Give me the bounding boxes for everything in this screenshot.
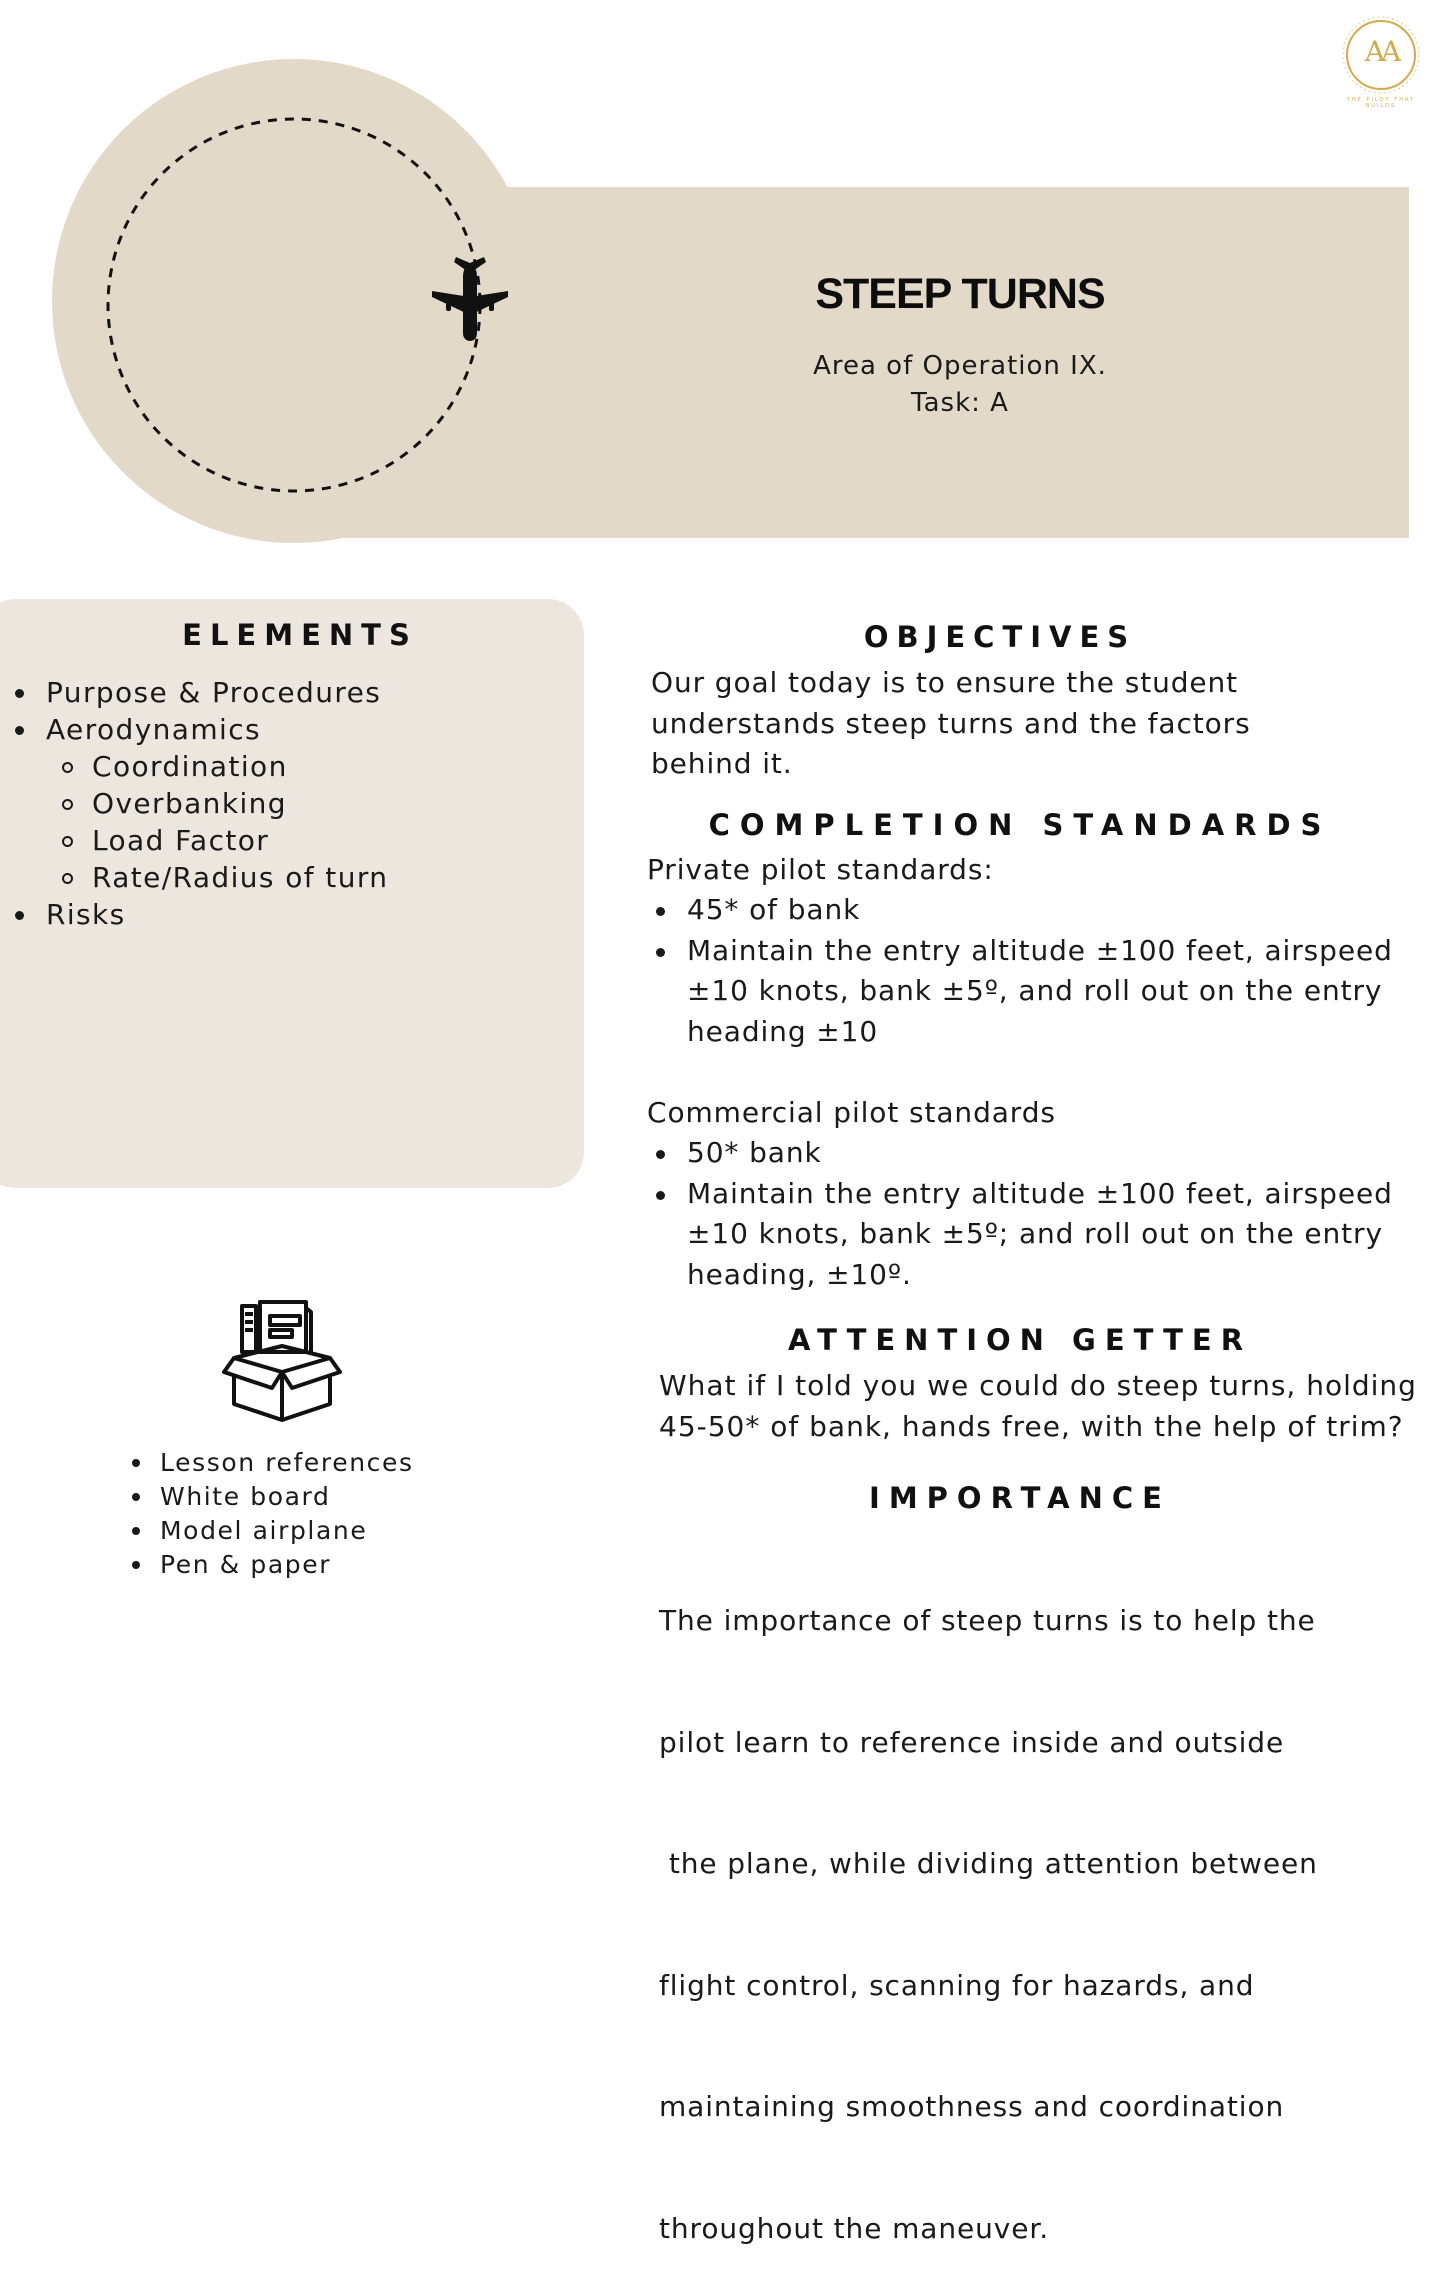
objectives-line: behind it. — [651, 747, 793, 780]
subtitle-area-of-operation: Area of Operation IX. — [813, 351, 1107, 381]
elements-list-item: Aerodynamics — [46, 711, 388, 748]
importance-text — [659, 1520, 1359, 2290]
materials-list-item: White board — [160, 1480, 414, 1514]
materials-list-item: Pen & paper — [160, 1548, 414, 1582]
materials-list-item: Model airplane — [160, 1514, 414, 1548]
importance-line: pilot learn to reference inside and outside — [659, 1725, 1285, 1759]
private-pilot-label: Private pilot standards: — [647, 853, 994, 886]
objectives-line: understands steep turns and the factors — [651, 706, 1251, 740]
objectives-heading: OBJECTIVES — [863, 620, 1137, 654]
standard-line: heading ±10 — [687, 1014, 879, 1048]
standard-line: 45* of bank — [687, 893, 861, 926]
importance-line: maintaining smoothness and coordination — [659, 2090, 1285, 2123]
materials-list-item: Lesson references — [160, 1446, 414, 1480]
standard-item — [687, 1133, 1417, 1174]
dashed-orbit-path — [104, 115, 484, 495]
elements-list-item: Rate/Radius of turn — [92, 861, 389, 894]
attention-getter-text — [659, 1366, 1439, 1447]
standard-line: 50* bank — [687, 1136, 822, 1169]
elements-list-item: Load Factor — [92, 822, 388, 859]
importance-line: flight control, scanning for hazards, and — [659, 1968, 1255, 2002]
completion-standards-heading: COMPLETION STANDARDS — [708, 808, 1332, 842]
standard-line: Maintain the entry altitude ±100 feet, airspeed — [687, 933, 1393, 967]
elements-heading: ELEMENTS — [182, 618, 418, 652]
airplane-icon — [430, 255, 510, 345]
elements-list-item: Overbanking — [92, 785, 388, 822]
standard-item — [687, 931, 1417, 1053]
attention-line: What if I told you we could do steep turns, holding — [659, 1369, 1417, 1402]
logo-tagline: THE PILOT THAT BUILDS — [1346, 97, 1416, 109]
objectives-text — [651, 663, 1351, 785]
importance-line: The importance of steep turns is to help the — [659, 1604, 1316, 1637]
commercial-standards-list — [687, 1133, 1417, 1295]
standard-line: Maintain the entry altitude ±100 feet, airspeed — [687, 1176, 1393, 1210]
elements-list — [46, 674, 388, 933]
attention-getter-heading: ATTENTION GETTER — [787, 1323, 1253, 1357]
objectives-line: Our goal today is to ensure the student — [651, 666, 1239, 699]
standard-item — [687, 1174, 1417, 1296]
brand-logo — [1336, 10, 1426, 110]
commercial-pilot-label: Commercial pilot standards — [647, 1096, 1056, 1129]
subtitle-task: Task: A — [911, 388, 1009, 418]
box-of-books-icon — [220, 1300, 344, 1422]
standard-item — [687, 890, 1417, 931]
importance-line: throughout the maneuver. — [659, 2211, 1050, 2245]
importance-heading: IMPORTANCE — [869, 1481, 1171, 1515]
attention-line: 45-50* of bank, hands free, with the help of trim? — [659, 1409, 1404, 1443]
materials-list — [160, 1446, 414, 1582]
elements-list-item: Purpose & Procedures — [46, 674, 388, 711]
logo-monogram: AA — [1364, 35, 1398, 68]
elements-list-item: Coordination — [92, 748, 388, 785]
standard-line: ±10 knots, bank ±5º; and roll out on the entry — [687, 1217, 1383, 1250]
importance-line: the plane, while dividing attention between — [659, 1847, 1318, 1880]
standard-line: ±10 knots, bank ±5º, and roll out on the entry — [687, 974, 1383, 1007]
standard-line: heading, ±10º. — [687, 1257, 912, 1291]
elements-list-item: Risks — [46, 896, 388, 933]
page-title: STEEP TURNS — [815, 270, 1105, 318]
private-standards-list — [687, 890, 1417, 1052]
page-subtitle — [680, 348, 1240, 422]
